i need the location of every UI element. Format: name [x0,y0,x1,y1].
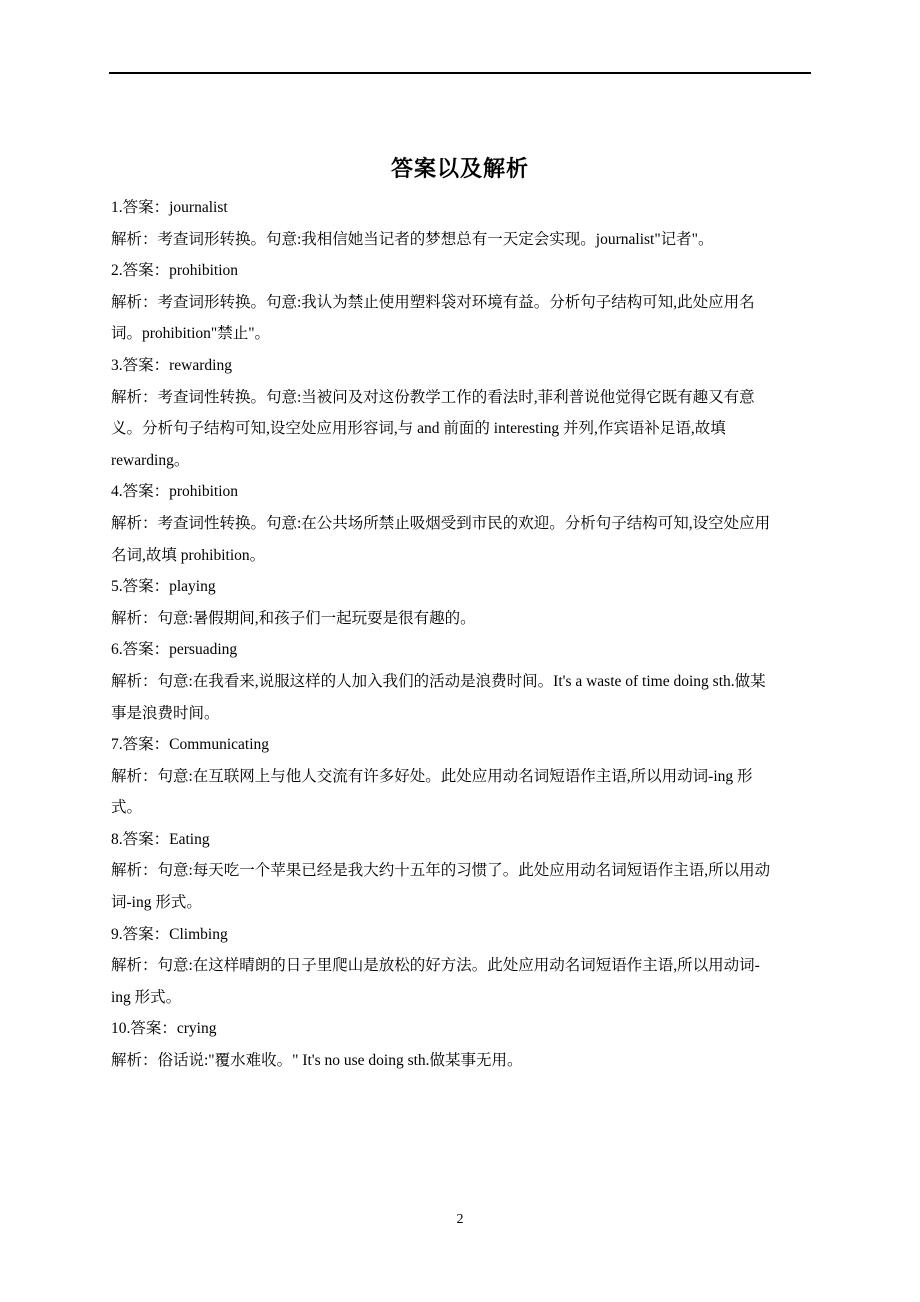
analysis-line: 词。prohibition"禁止"。 [111,325,271,343]
analysis-line: 名词,故填 prohibition。 [111,546,266,564]
analysis-line: 解析：句意:在我看来,说服这样的人加入我们的活动是浪费时间。It's a waste of time doing sth.做某 [111,672,766,690]
answer-line: 9.答案：Climbing [111,925,228,943]
answer-line: 4.答案：prohibition [111,483,239,501]
answer-line: 7.答案：Communicating [111,736,270,754]
answer-item [111,1013,816,1076]
analysis-line: 解析：句意:在互联网上与他人交流有许多好处。此处应用动名词短语作主语,所以用动词-ing 形 [111,767,753,785]
answer-line: 1.答案：journalist [111,199,228,216]
analysis-line: 解析：句意:在这样晴朗的日子里爬山是放松的好方法。此处应用动名词短语作主语,所以用动词- [111,957,760,975]
answer-item [111,729,816,824]
page-number: 2 [456,1212,464,1227]
answer-list [111,192,816,1077]
answer-item [111,255,816,350]
header-rule [109,72,811,74]
analysis-line: ing 形式。 [111,988,182,1006]
analysis-line: 事是浪费时间。 [111,704,220,722]
analysis-line: 解析：考查词性转换。句意:当被问及对这份教学工作的看法时,菲利普说他觉得它既有趣又有意 [111,388,755,406]
page-title: 答案以及解析 [390,157,529,182]
analysis-line: 式。 [111,799,143,817]
analysis-line: 解析：考查词形转换。句意:我认为禁止使用塑料袋对环境有益。分析句子结构可知,此处应用名 [111,293,755,311]
answer-item [111,919,816,1014]
answer-line: 3.答案：rewarding [111,356,232,374]
analysis-line: 义。分析句子结构可知,设空处应用形容词,与 and 前面的 interesting 并列,作宾语补足语,故填 [111,420,726,438]
answer-item [111,192,816,255]
answer-item [111,476,816,571]
answer-line: 5.答案：playing [111,578,216,596]
answer-line: 6.答案：persuading [111,641,238,659]
analysis-line: 解析：俗话说:"覆水难收。" It's no use doing sth.做某事无用。 [111,1052,523,1070]
answer-item [111,634,816,729]
analysis-line: 解析：句意:每天吃一个苹果已经是我大约十五年的习惯了。此处应用动名词短语作主语,所以用动 [111,862,771,880]
analysis-line: 解析：考查词性转换。句意:在公共场所禁止吸烟受到市民的欢迎。分析句子结构可知,设空处应用 [111,514,771,532]
analysis-line: 解析：句意:暑假期间,和孩子们一起玩耍是很有趣的。 [111,609,476,627]
answer-line: 10.答案：crying [111,1020,217,1038]
answer-item [111,824,816,919]
answer-line: 8.答案：Eating [111,830,210,848]
analysis-line: 解析：考查词形转换。句意:我相信她当记者的梦想总有一天定会实现。journalist"记者"。 [111,230,714,248]
analysis-line: rewarding。 [111,451,190,469]
analysis-line: 词-ing 形式。 [111,894,202,912]
answer-item [111,350,816,476]
answer-line: 2.答案：prohibition [111,262,239,280]
answer-item [111,571,816,634]
